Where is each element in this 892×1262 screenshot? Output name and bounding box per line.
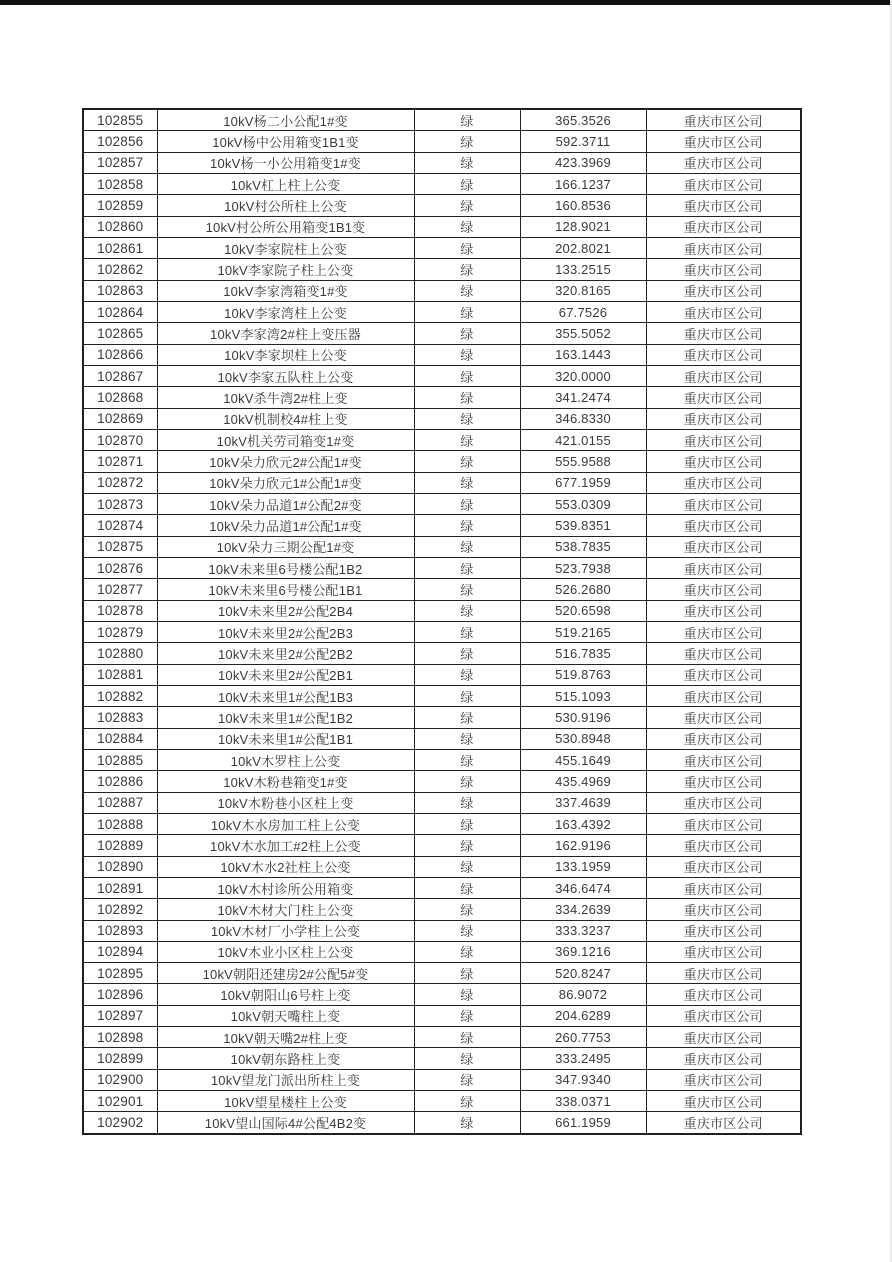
cell-name: 10kV未来里6号楼公配1B1 [157,579,414,600]
table-row [83,749,801,770]
table-row [83,792,801,813]
cell-id: 102878 [83,600,157,621]
cell-name: 10kV望山国际4#公配4B2变 [157,1112,414,1134]
cell-name: 10kV朝阳山6号柱上变 [157,984,414,1005]
cell-company: 重庆市区公司 [646,1048,801,1069]
cell-status: 绿 [414,621,520,642]
cell-id: 102864 [83,301,157,322]
cell-status: 绿 [414,195,520,216]
cell-name: 10kV木罗柱上公变 [157,749,414,770]
cell-name: 10kV李家院柱上公变 [157,238,414,259]
table-row [83,600,801,621]
cell-value: 320.8165 [520,280,646,301]
cell-status: 绿 [414,536,520,557]
cell-value: 530.8948 [520,728,646,749]
cell-name: 10kV村公所柱上公变 [157,195,414,216]
cell-company: 重庆市区公司 [646,920,801,941]
cell-value: 538.7835 [520,536,646,557]
cell-status: 绿 [414,344,520,365]
cell-status: 绿 [414,109,520,131]
cell-name: 10kV杨中公用箱变1B1变 [157,131,414,152]
cell-value: 333.2495 [520,1048,646,1069]
table-row [83,280,801,301]
transformer-table [82,108,802,1135]
table-row [83,344,801,365]
cell-status: 绿 [414,920,520,941]
cell-id: 102901 [83,1091,157,1112]
top-black-bar [0,0,892,5]
cell-name: 10kV木材厂小学柱上公变 [157,920,414,941]
cell-company: 重庆市区公司 [646,579,801,600]
cell-value: 163.4392 [520,813,646,834]
cell-company: 重庆市区公司 [646,1027,801,1048]
table-row [83,813,801,834]
cell-id: 102860 [83,216,157,237]
cell-value: 166.1237 [520,174,646,195]
cell-id: 102861 [83,238,157,259]
cell-id: 102855 [83,109,157,131]
table-row [83,621,801,642]
cell-name: 10kV朝天嘴柱上变 [157,1005,414,1026]
cell-company: 重庆市区公司 [646,1091,801,1112]
table-row [83,472,801,493]
table-row [83,856,801,877]
cell-value: 435.4969 [520,771,646,792]
cell-value: 553.0309 [520,493,646,514]
cell-id: 102888 [83,813,157,834]
cell-name: 10kV朵力三期公配1#变 [157,536,414,557]
table-row [83,941,801,962]
table-body [83,109,801,1134]
cell-value: 133.1959 [520,856,646,877]
cell-name: 10kV木粉巷箱变1#变 [157,771,414,792]
cell-company: 重庆市区公司 [646,771,801,792]
cell-value: 515.1093 [520,685,646,706]
table-row [83,323,801,344]
cell-company: 重庆市区公司 [646,984,801,1005]
cell-id: 102863 [83,280,157,301]
cell-company: 重庆市区公司 [646,195,801,216]
cell-name: 10kV朝东路柱上变 [157,1048,414,1069]
table-row [83,579,801,600]
cell-status: 绿 [414,429,520,450]
cell-name: 10kV木材大门柱上公变 [157,899,414,920]
cell-status: 绿 [414,813,520,834]
cell-name: 10kV木水2社柱上公变 [157,856,414,877]
cell-company: 重庆市区公司 [646,1069,801,1090]
cell-status: 绿 [414,493,520,514]
cell-status: 绿 [414,174,520,195]
cell-id: 102858 [83,174,157,195]
cell-company: 重庆市区公司 [646,600,801,621]
cell-value: 260.7753 [520,1027,646,1048]
cell-id: 102866 [83,344,157,365]
cell-company: 重庆市区公司 [646,664,801,685]
cell-value: 369.1216 [520,941,646,962]
table-row [83,174,801,195]
cell-id: 102886 [83,771,157,792]
cell-status: 绿 [414,557,520,578]
table-row [83,216,801,237]
table-row [83,429,801,450]
cell-name: 10kV李家湾柱上公变 [157,301,414,322]
cell-status: 绿 [414,963,520,984]
cell-name: 10kV木水加工#2柱上公变 [157,835,414,856]
table-row [83,664,801,685]
cell-status: 绿 [414,941,520,962]
table-row [83,728,801,749]
table-row [83,877,801,898]
cell-company: 重庆市区公司 [646,643,801,664]
cell-company: 重庆市区公司 [646,835,801,856]
cell-value: 347.9340 [520,1069,646,1090]
cell-value: 341.2474 [520,387,646,408]
cell-name: 10kV木粉巷小区柱上变 [157,792,414,813]
table-row [83,984,801,1005]
cell-value: 128.9021 [520,216,646,237]
cell-company: 重庆市区公司 [646,621,801,642]
cell-value: 338.0371 [520,1091,646,1112]
table-row [83,1048,801,1069]
table-row [83,109,801,131]
cell-id: 102882 [83,685,157,706]
cell-company: 重庆市区公司 [646,174,801,195]
cell-status: 绿 [414,216,520,237]
cell-id: 102894 [83,941,157,962]
cell-id: 102857 [83,152,157,173]
cell-company: 重庆市区公司 [646,536,801,557]
cell-status: 绿 [414,387,520,408]
cell-id: 102881 [83,664,157,685]
table-row [83,1069,801,1090]
cell-status: 绿 [414,301,520,322]
cell-name: 10kV李家坝柱上公变 [157,344,414,365]
cell-id: 102870 [83,429,157,450]
cell-status: 绿 [414,280,520,301]
cell-company: 重庆市区公司 [646,557,801,578]
cell-name: 10kV未来里1#公配1B1 [157,728,414,749]
cell-value: 346.6474 [520,877,646,898]
cell-company: 重庆市区公司 [646,963,801,984]
table-row [83,515,801,536]
cell-value: 346.8330 [520,408,646,429]
cell-id: 102869 [83,408,157,429]
cell-name: 10kV李家院子柱上公变 [157,259,414,280]
cell-status: 绿 [414,707,520,728]
cell-status: 绿 [414,323,520,344]
cell-id: 102891 [83,877,157,898]
cell-value: 67.7526 [520,301,646,322]
cell-name: 10kV李家五队柱上公变 [157,365,414,386]
cell-company: 重庆市区公司 [646,365,801,386]
cell-value: 202.8021 [520,238,646,259]
cell-name: 10kV木业小区柱上公变 [157,941,414,962]
cell-company: 重庆市区公司 [646,813,801,834]
cell-company: 重庆市区公司 [646,1112,801,1134]
cell-value: 320.0000 [520,365,646,386]
cell-name: 10kV杠上柱上公变 [157,174,414,195]
cell-name: 10kV未来里2#公配2B1 [157,664,414,685]
table-row [83,963,801,984]
cell-id: 102898 [83,1027,157,1048]
cell-status: 绿 [414,515,520,536]
cell-value: 519.2165 [520,621,646,642]
cell-status: 绿 [414,1005,520,1026]
cell-company: 重庆市区公司 [646,707,801,728]
cell-status: 绿 [414,877,520,898]
cell-id: 102859 [83,195,157,216]
cell-id: 102897 [83,1005,157,1026]
cell-name: 10kV机关劳司箱变1#变 [157,429,414,450]
cell-value: 526.2680 [520,579,646,600]
cell-company: 重庆市区公司 [646,109,801,131]
cell-company: 重庆市区公司 [646,1005,801,1026]
table-row [83,1005,801,1026]
cell-id: 102896 [83,984,157,1005]
cell-status: 绿 [414,579,520,600]
cell-value: 133.2515 [520,259,646,280]
table-row [83,238,801,259]
cell-id: 102875 [83,536,157,557]
cell-company: 重庆市区公司 [646,216,801,237]
cell-value: 519.8763 [520,664,646,685]
cell-value: 333.3237 [520,920,646,941]
cell-company: 重庆市区公司 [646,301,801,322]
cell-company: 重庆市区公司 [646,493,801,514]
cell-id: 102900 [83,1069,157,1090]
cell-name: 10kV朵力品道1#公配1#变 [157,515,414,536]
cell-name: 10kV村公所公用箱变1B1变 [157,216,414,237]
table-row [83,707,801,728]
cell-company: 重庆市区公司 [646,259,801,280]
cell-id: 102873 [83,493,157,514]
cell-name: 10kV杀牛湾2#柱上变 [157,387,414,408]
cell-status: 绿 [414,643,520,664]
table-row [83,835,801,856]
cell-id: 102868 [83,387,157,408]
cell-company: 重庆市区公司 [646,941,801,962]
cell-company: 重庆市区公司 [646,728,801,749]
table-row [83,152,801,173]
cell-value: 677.1959 [520,472,646,493]
cell-status: 绿 [414,1069,520,1090]
cell-company: 重庆市区公司 [646,472,801,493]
table-row [83,1112,801,1134]
cell-value: 523.7938 [520,557,646,578]
cell-id: 102856 [83,131,157,152]
cell-status: 绿 [414,984,520,1005]
cell-id: 102862 [83,259,157,280]
table-row [83,131,801,152]
cell-status: 绿 [414,472,520,493]
cell-id: 102874 [83,515,157,536]
table-row [83,771,801,792]
cell-id: 102867 [83,365,157,386]
cell-status: 绿 [414,1112,520,1134]
cell-id: 102887 [83,792,157,813]
cell-company: 重庆市区公司 [646,280,801,301]
cell-company: 重庆市区公司 [646,792,801,813]
cell-company: 重庆市区公司 [646,877,801,898]
cell-company: 重庆市区公司 [646,856,801,877]
cell-name: 10kV杨二小公配1#变 [157,109,414,131]
cell-name: 10kV望龙门派出所柱上变 [157,1069,414,1090]
cell-value: 86.9072 [520,984,646,1005]
cell-name: 10kV李家湾2#柱上变压器 [157,323,414,344]
table-row [83,920,801,941]
cell-name: 10kV朝天嘴2#柱上变 [157,1027,414,1048]
cell-id: 102890 [83,856,157,877]
cell-status: 绿 [414,835,520,856]
cell-id: 102880 [83,643,157,664]
cell-id: 102893 [83,920,157,941]
cell-value: 516.7835 [520,643,646,664]
cell-name: 10kV未来里2#公配2B4 [157,600,414,621]
cell-value: 520.8247 [520,963,646,984]
table-row [83,899,801,920]
cell-name: 10kV未来里2#公配2B3 [157,621,414,642]
cell-value: 455.1649 [520,749,646,770]
cell-name: 10kV木村诊所公用箱变 [157,877,414,898]
cell-company: 重庆市区公司 [646,387,801,408]
table-row [83,408,801,429]
cell-name: 10kV木水房加工柱上公变 [157,813,414,834]
cell-name: 10kV未来里1#公配1B3 [157,685,414,706]
cell-value: 160.8536 [520,195,646,216]
cell-id: 102879 [83,621,157,642]
cell-value: 661.1959 [520,1112,646,1134]
cell-company: 重庆市区公司 [646,749,801,770]
cell-value: 530.9196 [520,707,646,728]
table-row [83,195,801,216]
cell-id: 102899 [83,1048,157,1069]
cell-value: 162.9196 [520,835,646,856]
cell-id: 102877 [83,579,157,600]
cell-id: 102871 [83,451,157,472]
cell-status: 绿 [414,1048,520,1069]
cell-name: 10kV朝阳还建房2#公配5#变 [157,963,414,984]
cell-company: 重庆市区公司 [646,323,801,344]
cell-name: 10kV朵力欣元1#公配1#变 [157,472,414,493]
cell-status: 绿 [414,899,520,920]
cell-status: 绿 [414,728,520,749]
cell-status: 绿 [414,131,520,152]
cell-value: 421.0155 [520,429,646,450]
cell-company: 重庆市区公司 [646,238,801,259]
table-row [83,365,801,386]
cell-value: 204.6289 [520,1005,646,1026]
cell-id: 102883 [83,707,157,728]
cell-id: 102876 [83,557,157,578]
cell-status: 绿 [414,238,520,259]
cell-name: 10kV未来里2#公配2B2 [157,643,414,664]
cell-value: 337.4639 [520,792,646,813]
cell-value: 423.3969 [520,152,646,173]
cell-company: 重庆市区公司 [646,152,801,173]
table-row [83,557,801,578]
table-row [83,387,801,408]
table-row [83,451,801,472]
cell-company: 重庆市区公司 [646,899,801,920]
cell-status: 绿 [414,771,520,792]
table-row [83,1091,801,1112]
cell-status: 绿 [414,856,520,877]
cell-status: 绿 [414,152,520,173]
cell-name: 10kV杨一小公用箱变1#变 [157,152,414,173]
cell-id: 102865 [83,323,157,344]
cell-status: 绿 [414,451,520,472]
table-row [83,643,801,664]
cell-status: 绿 [414,749,520,770]
cell-company: 重庆市区公司 [646,408,801,429]
cell-value: 334.2639 [520,899,646,920]
cell-id: 102902 [83,1112,157,1134]
cell-id: 102895 [83,963,157,984]
cell-status: 绿 [414,365,520,386]
cell-value: 539.8351 [520,515,646,536]
cell-name: 10kV未来里6号楼公配1B2 [157,557,414,578]
cell-company: 重庆市区公司 [646,429,801,450]
table-row [83,301,801,322]
table-row [83,1027,801,1048]
cell-company: 重庆市区公司 [646,131,801,152]
cell-status: 绿 [414,1091,520,1112]
table-row [83,685,801,706]
cell-id: 102885 [83,749,157,770]
cell-status: 绿 [414,685,520,706]
cell-name: 10kV望星楼柱上公变 [157,1091,414,1112]
cell-name: 10kV李家湾箱变1#变 [157,280,414,301]
cell-status: 绿 [414,792,520,813]
cell-value: 520.6598 [520,600,646,621]
cell-status: 绿 [414,408,520,429]
cell-value: 163.1443 [520,344,646,365]
cell-name: 10kV朵力欣元2#公配1#变 [157,451,414,472]
table-row [83,259,801,280]
cell-value: 355.5052 [520,323,646,344]
cell-status: 绿 [414,1027,520,1048]
cell-value: 592.3711 [520,131,646,152]
table-row [83,536,801,557]
cell-status: 绿 [414,259,520,280]
cell-company: 重庆市区公司 [646,685,801,706]
cell-status: 绿 [414,600,520,621]
cell-company: 重庆市区公司 [646,515,801,536]
cell-id: 102884 [83,728,157,749]
table-row [83,493,801,514]
cell-id: 102872 [83,472,157,493]
cell-status: 绿 [414,664,520,685]
cell-value: 365.3526 [520,109,646,131]
cell-id: 102892 [83,899,157,920]
cell-value: 555.9588 [520,451,646,472]
cell-name: 10kV机制校4#柱上变 [157,408,414,429]
cell-name: 10kV未来里1#公配1B2 [157,707,414,728]
cell-company: 重庆市区公司 [646,451,801,472]
cell-company: 重庆市区公司 [646,344,801,365]
cell-name: 10kV朵力品道1#公配2#变 [157,493,414,514]
cell-id: 102889 [83,835,157,856]
